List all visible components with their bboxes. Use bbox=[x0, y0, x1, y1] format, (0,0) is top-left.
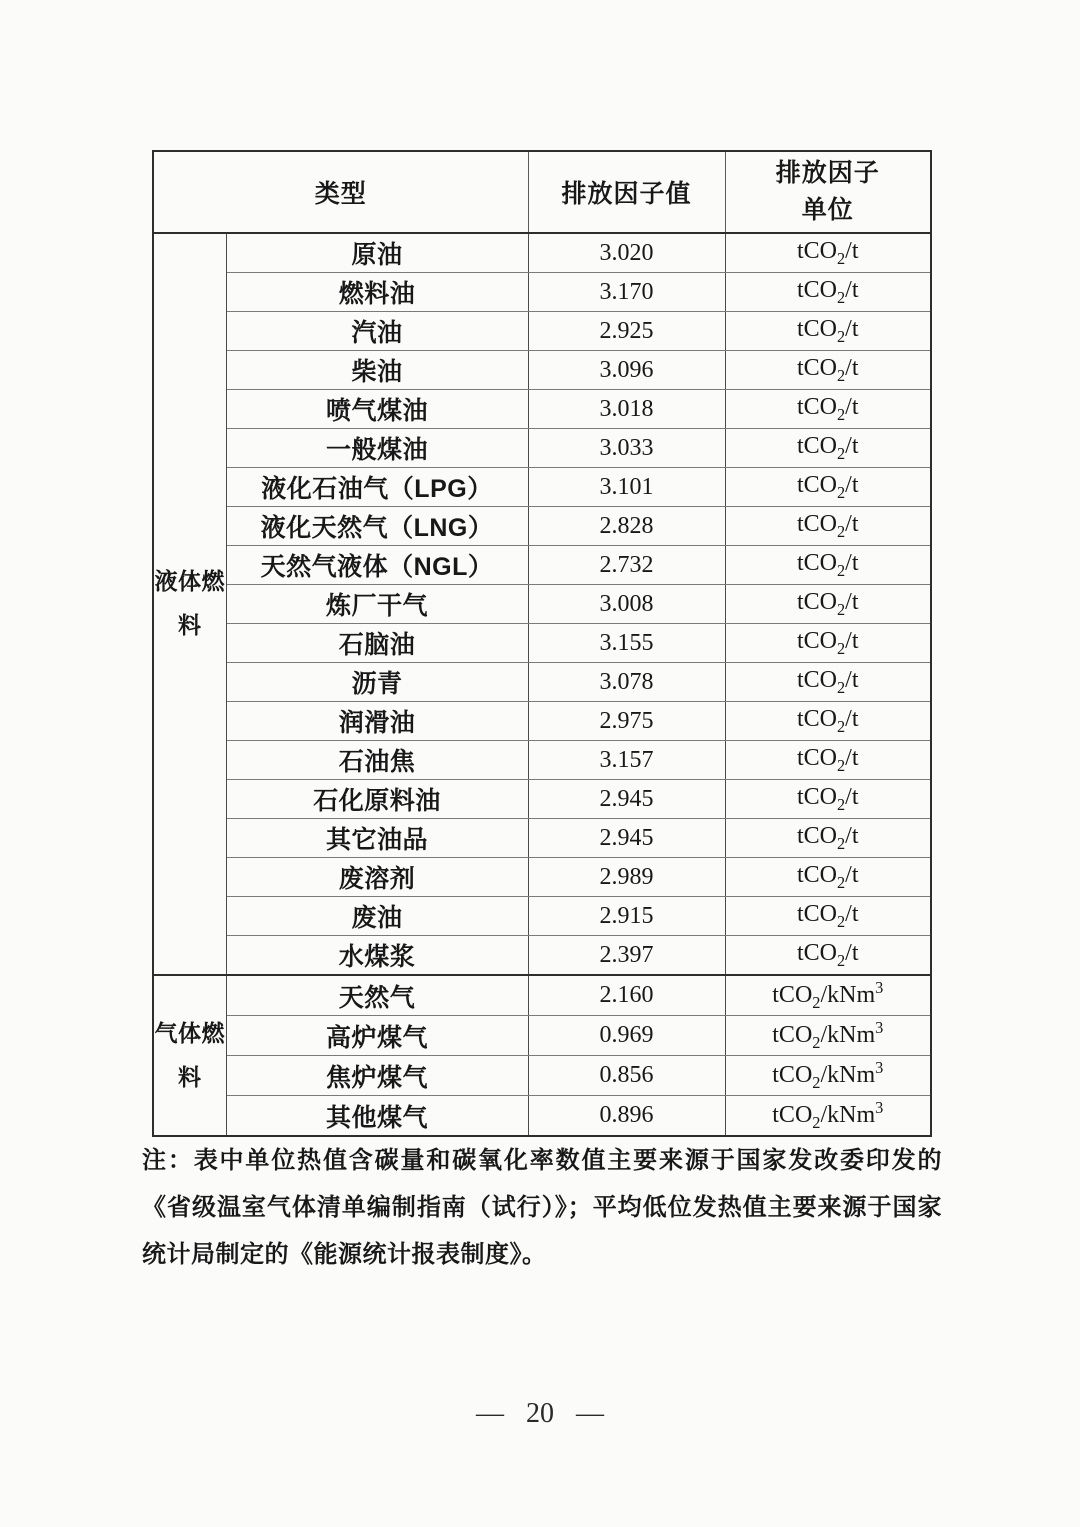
factor-unit-cell: tCO$_2$/t bbox=[725, 936, 931, 976]
table-row bbox=[153, 312, 931, 351]
fuel-name-cell: 柴油 bbox=[226, 351, 528, 390]
table-row bbox=[153, 741, 931, 780]
factor-unit-cell: tCO$_2$/t bbox=[725, 312, 931, 351]
table-row bbox=[153, 390, 931, 429]
factor-unit-cell: tCO$_2$/t bbox=[725, 780, 931, 819]
factor-unit-cell: tCO$_2$/t bbox=[725, 351, 931, 390]
factor-value-cell: 3.096 bbox=[528, 351, 725, 390]
table-body bbox=[153, 233, 931, 1136]
factor-unit-cell: tCO$_2$/t bbox=[725, 585, 931, 624]
factor-unit-cell: tCO$_2$/kNm$^3$ bbox=[725, 975, 931, 1016]
factor-unit-cell: tCO$_2$/kNm$^3$ bbox=[725, 1096, 931, 1137]
factor-value-cell: 0.969 bbox=[528, 1016, 725, 1056]
category-cell-liquid: 液体燃料 bbox=[153, 233, 226, 975]
fuel-name-cell: 喷气煤油 bbox=[226, 390, 528, 429]
fuel-name-cell: 一般煤油 bbox=[226, 429, 528, 468]
factor-unit-cell: tCO$_2$/t bbox=[725, 624, 931, 663]
page-number-dash-left: — bbox=[476, 1398, 504, 1429]
fuel-name-cell: 其他煤气 bbox=[226, 1096, 528, 1137]
factor-value-cell: 3.020 bbox=[528, 233, 725, 273]
table-row bbox=[153, 819, 931, 858]
factor-value-cell: 2.160 bbox=[528, 975, 725, 1016]
factor-unit-cell: tCO$_2$/t bbox=[725, 663, 931, 702]
page-number-value: 20 bbox=[526, 1398, 554, 1429]
factor-value-cell: 3.033 bbox=[528, 429, 725, 468]
fuel-name-cell: 天然气 bbox=[226, 975, 528, 1016]
page-number-dash-right: — bbox=[576, 1398, 604, 1429]
fuel-name-cell: 水煤浆 bbox=[226, 936, 528, 976]
factor-unit-cell: tCO$_2$/t bbox=[725, 741, 931, 780]
table-row bbox=[153, 702, 931, 741]
table-row bbox=[153, 351, 931, 390]
emission-factor-table bbox=[152, 150, 932, 1137]
table-row bbox=[153, 780, 931, 819]
table-row bbox=[153, 663, 931, 702]
factor-value-cell: 0.896 bbox=[528, 1096, 725, 1137]
factor-value-cell: 2.828 bbox=[528, 507, 725, 546]
table-row bbox=[153, 1016, 931, 1056]
fuel-name-cell: 液化天然气（LNG） bbox=[226, 507, 528, 546]
fuel-name-cell: 润滑油 bbox=[226, 702, 528, 741]
factor-unit-cell: tCO$_2$/t bbox=[725, 897, 931, 936]
table-row bbox=[153, 429, 931, 468]
fuel-name-cell: 废油 bbox=[226, 897, 528, 936]
factor-value-cell: 3.170 bbox=[528, 273, 725, 312]
fuel-name-cell: 沥青 bbox=[226, 663, 528, 702]
fuel-name-cell: 天然气液体（NGL） bbox=[226, 546, 528, 585]
col-header-unit-line1: 排放因子 bbox=[775, 158, 880, 187]
col-header-value: 排放因子值 bbox=[528, 151, 725, 233]
factor-value-cell: 2.397 bbox=[528, 936, 725, 976]
factor-unit-cell: tCO$_2$/t bbox=[725, 858, 931, 897]
fuel-name-cell: 高炉煤气 bbox=[226, 1016, 528, 1056]
fuel-name-cell: 汽油 bbox=[226, 312, 528, 351]
table-header-row bbox=[153, 151, 931, 233]
table-row bbox=[153, 858, 931, 897]
factor-unit-cell: tCO$_2$/t bbox=[725, 546, 931, 585]
table-row bbox=[153, 273, 931, 312]
fuel-name-cell: 石油焦 bbox=[226, 741, 528, 780]
table-row bbox=[153, 897, 931, 936]
fuel-name-cell: 废溶剂 bbox=[226, 858, 528, 897]
table-row bbox=[153, 1056, 931, 1096]
fuel-name-cell: 炼厂干气 bbox=[226, 585, 528, 624]
fuel-name-cell: 焦炉煤气 bbox=[226, 1056, 528, 1096]
factor-unit-cell: tCO$_2$/t bbox=[725, 468, 931, 507]
factor-unit-cell: tCO$_2$/t bbox=[725, 702, 931, 741]
col-header-unit bbox=[725, 151, 931, 233]
col-header-unit-line2: 单位 bbox=[801, 196, 854, 224]
factor-value-cell: 0.856 bbox=[528, 1056, 725, 1096]
factor-value-cell: 3.157 bbox=[528, 741, 725, 780]
col-header-type: 类型 bbox=[153, 151, 528, 233]
fuel-name-cell: 原油 bbox=[226, 233, 528, 273]
factor-value-cell: 3.008 bbox=[528, 585, 725, 624]
factor-value-cell: 2.925 bbox=[528, 312, 725, 351]
factor-value-cell: 2.975 bbox=[528, 702, 725, 741]
factor-value-cell: 3.018 bbox=[528, 390, 725, 429]
fuel-name-cell: 其它油品 bbox=[226, 819, 528, 858]
factor-unit-cell: tCO$_2$/t bbox=[725, 273, 931, 312]
fuel-name-cell: 石化原料油 bbox=[226, 780, 528, 819]
factor-value-cell: 3.101 bbox=[528, 468, 725, 507]
factor-unit-cell: tCO$_2$/t bbox=[725, 390, 931, 429]
fuel-name-cell: 燃料油 bbox=[226, 273, 528, 312]
factor-value-cell: 2.915 bbox=[528, 897, 725, 936]
table-row bbox=[153, 624, 931, 663]
table-row bbox=[153, 585, 931, 624]
factor-unit-cell: tCO$_2$/t bbox=[725, 429, 931, 468]
factor-value-cell: 3.155 bbox=[528, 624, 725, 663]
factor-unit-cell: tCO$_2$/t bbox=[725, 507, 931, 546]
factor-unit-cell: tCO$_2$/kNm$^3$ bbox=[725, 1016, 931, 1056]
page-number bbox=[0, 1398, 1080, 1430]
factor-value-cell: 2.945 bbox=[528, 819, 725, 858]
factor-unit-cell: tCO$_2$/t bbox=[725, 819, 931, 858]
factor-unit-cell: tCO$_2$/t bbox=[725, 233, 931, 273]
factor-value-cell: 2.732 bbox=[528, 546, 725, 585]
table-row bbox=[153, 507, 931, 546]
fuel-name-cell: 石脑油 bbox=[226, 624, 528, 663]
table-row bbox=[153, 468, 931, 507]
category-cell-gas: 气体燃料 bbox=[153, 975, 226, 1136]
factor-value-cell: 2.945 bbox=[528, 780, 725, 819]
factor-value-cell: 3.078 bbox=[528, 663, 725, 702]
factor-unit-cell: tCO$_2$/kNm$^3$ bbox=[725, 1056, 931, 1096]
fuel-name-cell: 液化石油气（LPG） bbox=[226, 468, 528, 507]
table-row bbox=[153, 546, 931, 585]
table-row bbox=[153, 936, 931, 976]
table-row bbox=[153, 975, 931, 1016]
table-note: 注：表中单位热值含碳量和碳氧化率数值主要来源于国家发改委印发的《省级温室气体清单编制指南（试行）》；平均低位发热值主要来源于国家统计局制定的《能源统计报表制度》。 bbox=[142, 1147, 942, 1268]
table-row bbox=[153, 1096, 931, 1137]
factor-value-cell: 2.989 bbox=[528, 858, 725, 897]
table-row bbox=[153, 233, 931, 273]
